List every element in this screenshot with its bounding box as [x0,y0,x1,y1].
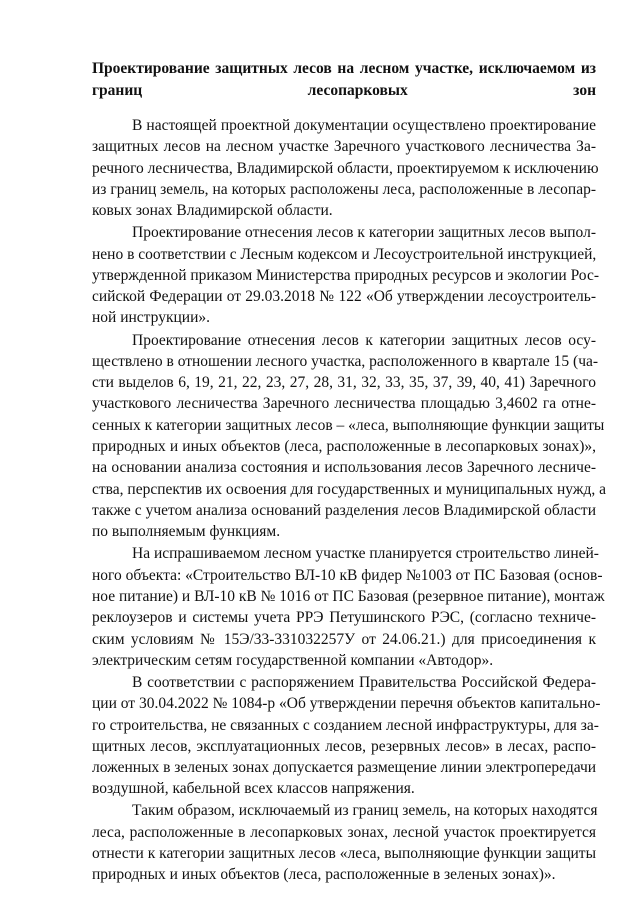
text-line: нено в соответствии с Лесным кодексом и Лесоустроительной инструкцией, [92,245,597,263]
text-line: также с учетом анализа оснований разделения лесов Владимирской области [92,501,596,519]
text-line: Таким образом, исключаемый из границ земель, на которых находятся [132,802,598,820]
text-line: ции от 30.04.2022 № 1084-р «Об утверждении перечня объектов капитально- [92,695,601,713]
text-line: В соответствии с распоряжением Правительства Российской Федера- [132,673,596,691]
text-line: сенных к категории защитных лесов – «леса, выполняющие функции защиты [92,416,605,434]
text-line: ной инструкции». [92,309,210,327]
text-line: реклоузеров и системы учета РРЭ Петушинского РЭС, (согласно техниче- [92,609,596,627]
paragraph-4 [92,543,605,671]
paragraph-1 [92,115,599,221]
text-line: утвержденной приказом Министерства природных ресурсов и экологии Рос- [92,266,599,284]
paragraph-2 [92,222,599,328]
text-line: сийской Федерации от 29.03.2018 № 122 «Об утверждении лесоустроитель- [92,288,596,306]
document-title [92,58,596,102]
text-line: леса, расположенные в лесопарковых зонах, лесной участок проектируется [92,823,596,841]
title-line: границ лесопарковых зон [92,82,596,99]
text-line: го строительства, не связанных с созданием лесной инфраструктуры, для за- [92,716,599,734]
text-line: ное питание) и ВЛ-10 кВ № 1016 от ПС Базовая (резервное питание), монтаж [92,587,605,605]
paragraph-5 [92,672,601,800]
text-line: воздушной, кабельной всех классов напряжения. [92,780,415,798]
paragraph-3 [92,330,607,543]
text-line: сти выделов 6, 19, 21, 22, 23, 27, 28, 31, 32, 33, 35, 37, 39, 40, 41) Заречного [92,374,596,392]
text-line: ного объекта: «Строительство ВЛ-10 кВ фидер №1003 от ПС Базовая (основ- [92,566,603,584]
text-line: щитных лесов, эксплуатационных лесов, резервных лесов» в лесах, распо- [92,737,596,755]
title-line: Проектирование защитных лесов на лесном участке, исключаемом из [92,60,596,77]
text-line: ским условиям № 15Э/33-331032257У от 24.06.21.) для присоединения к [92,630,596,648]
text-line: Проектирование отнесения лесов к категории защитных лесов осу- [132,331,596,349]
text-line: На испрашиваемом лесном участке планируется строительство линей- [132,545,599,563]
text-line: электрическим сетям государственной компании «Автодор». [92,651,494,669]
text-line: участкового лесничества Заречного лесничества площадью 3,4602 га отне- [92,395,596,413]
text-line: защитных лесов на лесном участке Заречного участкового лесничества За- [92,138,596,156]
text-line: природных и иных объектов (леса, расположенные в зеленых зонах)». [92,866,556,884]
document-body [92,115,607,886]
text-line: ковых зонах Владимирской области. [92,202,333,220]
text-line: природных и иных объектов (леса, расположенные в лесопарковых зонах)», [92,438,596,456]
text-line: из границ земель, на которых расположены леса, расположенные в лесопар- [92,180,596,198]
text-line: ства, перспектив их освоения для государственных и муниципальных нужд, а [92,480,607,498]
text-line: ществлено в отношении лесного участка, расположенного в квартале 15 (ча- [92,352,599,370]
text-line: по выполняемым функциям. [92,523,281,541]
text-line: ложенных в зеленых зонах допускается размещение линии электропередачи [92,759,597,777]
text-line: В настоящей проектной документации осуществлено проектирование [132,117,596,134]
text-line: отнести к категории защитных лесов «леса, выполняющие функции защиты [92,845,596,863]
text-line: на основании анализа состояния и использования лесов Заречного лесниче- [92,459,596,477]
paragraph-6 [92,800,596,885]
text-line: Проектирование отнесения лесов к категории защитных лесов выпол- [132,224,596,242]
text-line: речного лесничества, Владимирской области, проектируемом к исключению [92,159,599,177]
